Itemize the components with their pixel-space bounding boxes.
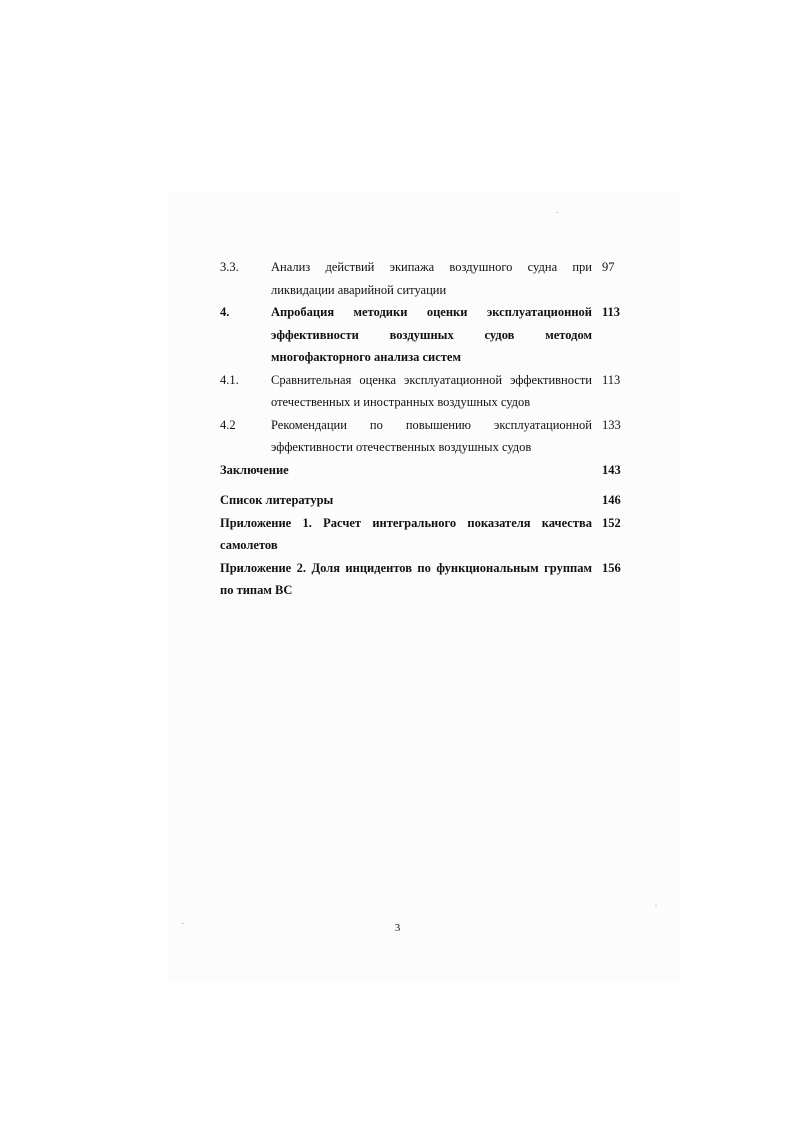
toc-entry-4-2 bbox=[220, 414, 630, 459]
toc-entry-page: 113 bbox=[602, 305, 621, 319]
toc-section-title: Приложение 1. Расчет интегрального показателя качества самолетов bbox=[220, 515, 592, 552]
toc-section-page: 146 bbox=[602, 493, 621, 507]
toc-entry-page: 133 bbox=[602, 417, 621, 432]
toc-section-page: 156 bbox=[602, 560, 621, 575]
scan-speck bbox=[556, 212, 558, 213]
toc-entry-title: Апробация методики оценки эксплуатационной эффективности воздушных судов методом многофакторного анализа систем bbox=[271, 305, 592, 364]
toc-entry-title: Анализ действий экипажа воздушного судна при ликвидации аварийной ситуации bbox=[271, 260, 592, 297]
toc-entry-4-1 bbox=[220, 369, 630, 414]
toc-entry-number: 3.3. bbox=[220, 260, 239, 274]
toc-entry-title: Рекомендации по повышению эксплуатационной эффективности отечественных воздушных судов bbox=[271, 417, 592, 454]
toc-section-title: Заключение bbox=[220, 462, 289, 477]
scan-speck bbox=[655, 905, 657, 906]
toc-section-title: Приложение 2. Доля инцидентов по функциональным группам по типам ВС bbox=[220, 560, 592, 597]
toc-section-page: 152 bbox=[602, 515, 621, 530]
toc-conclusion bbox=[220, 459, 630, 482]
page-number: 3 bbox=[394, 922, 401, 934]
toc-entry-4 bbox=[220, 301, 630, 369]
toc-entry-number: 4.1. bbox=[220, 372, 239, 387]
toc-entry-number: 4.2 bbox=[220, 417, 236, 432]
toc-appendix-2 bbox=[220, 557, 630, 602]
toc-references bbox=[220, 489, 630, 512]
scan-speck bbox=[182, 923, 184, 924]
toc-section-title: Список литературы bbox=[220, 493, 334, 507]
toc-appendix-1 bbox=[220, 512, 630, 557]
toc-entry-page: 113 bbox=[602, 372, 621, 387]
toc-entry-number: 4. bbox=[220, 305, 230, 319]
table-of-contents bbox=[220, 256, 630, 602]
toc-entry-3-3 bbox=[220, 256, 630, 301]
toc-entry-title: Сравнительная оценка эксплуатационной эффективности отечественных и иностранных воздушных судов bbox=[271, 372, 592, 409]
toc-section-page: 143 bbox=[602, 462, 621, 477]
toc-entry-page: 97 bbox=[602, 260, 615, 274]
